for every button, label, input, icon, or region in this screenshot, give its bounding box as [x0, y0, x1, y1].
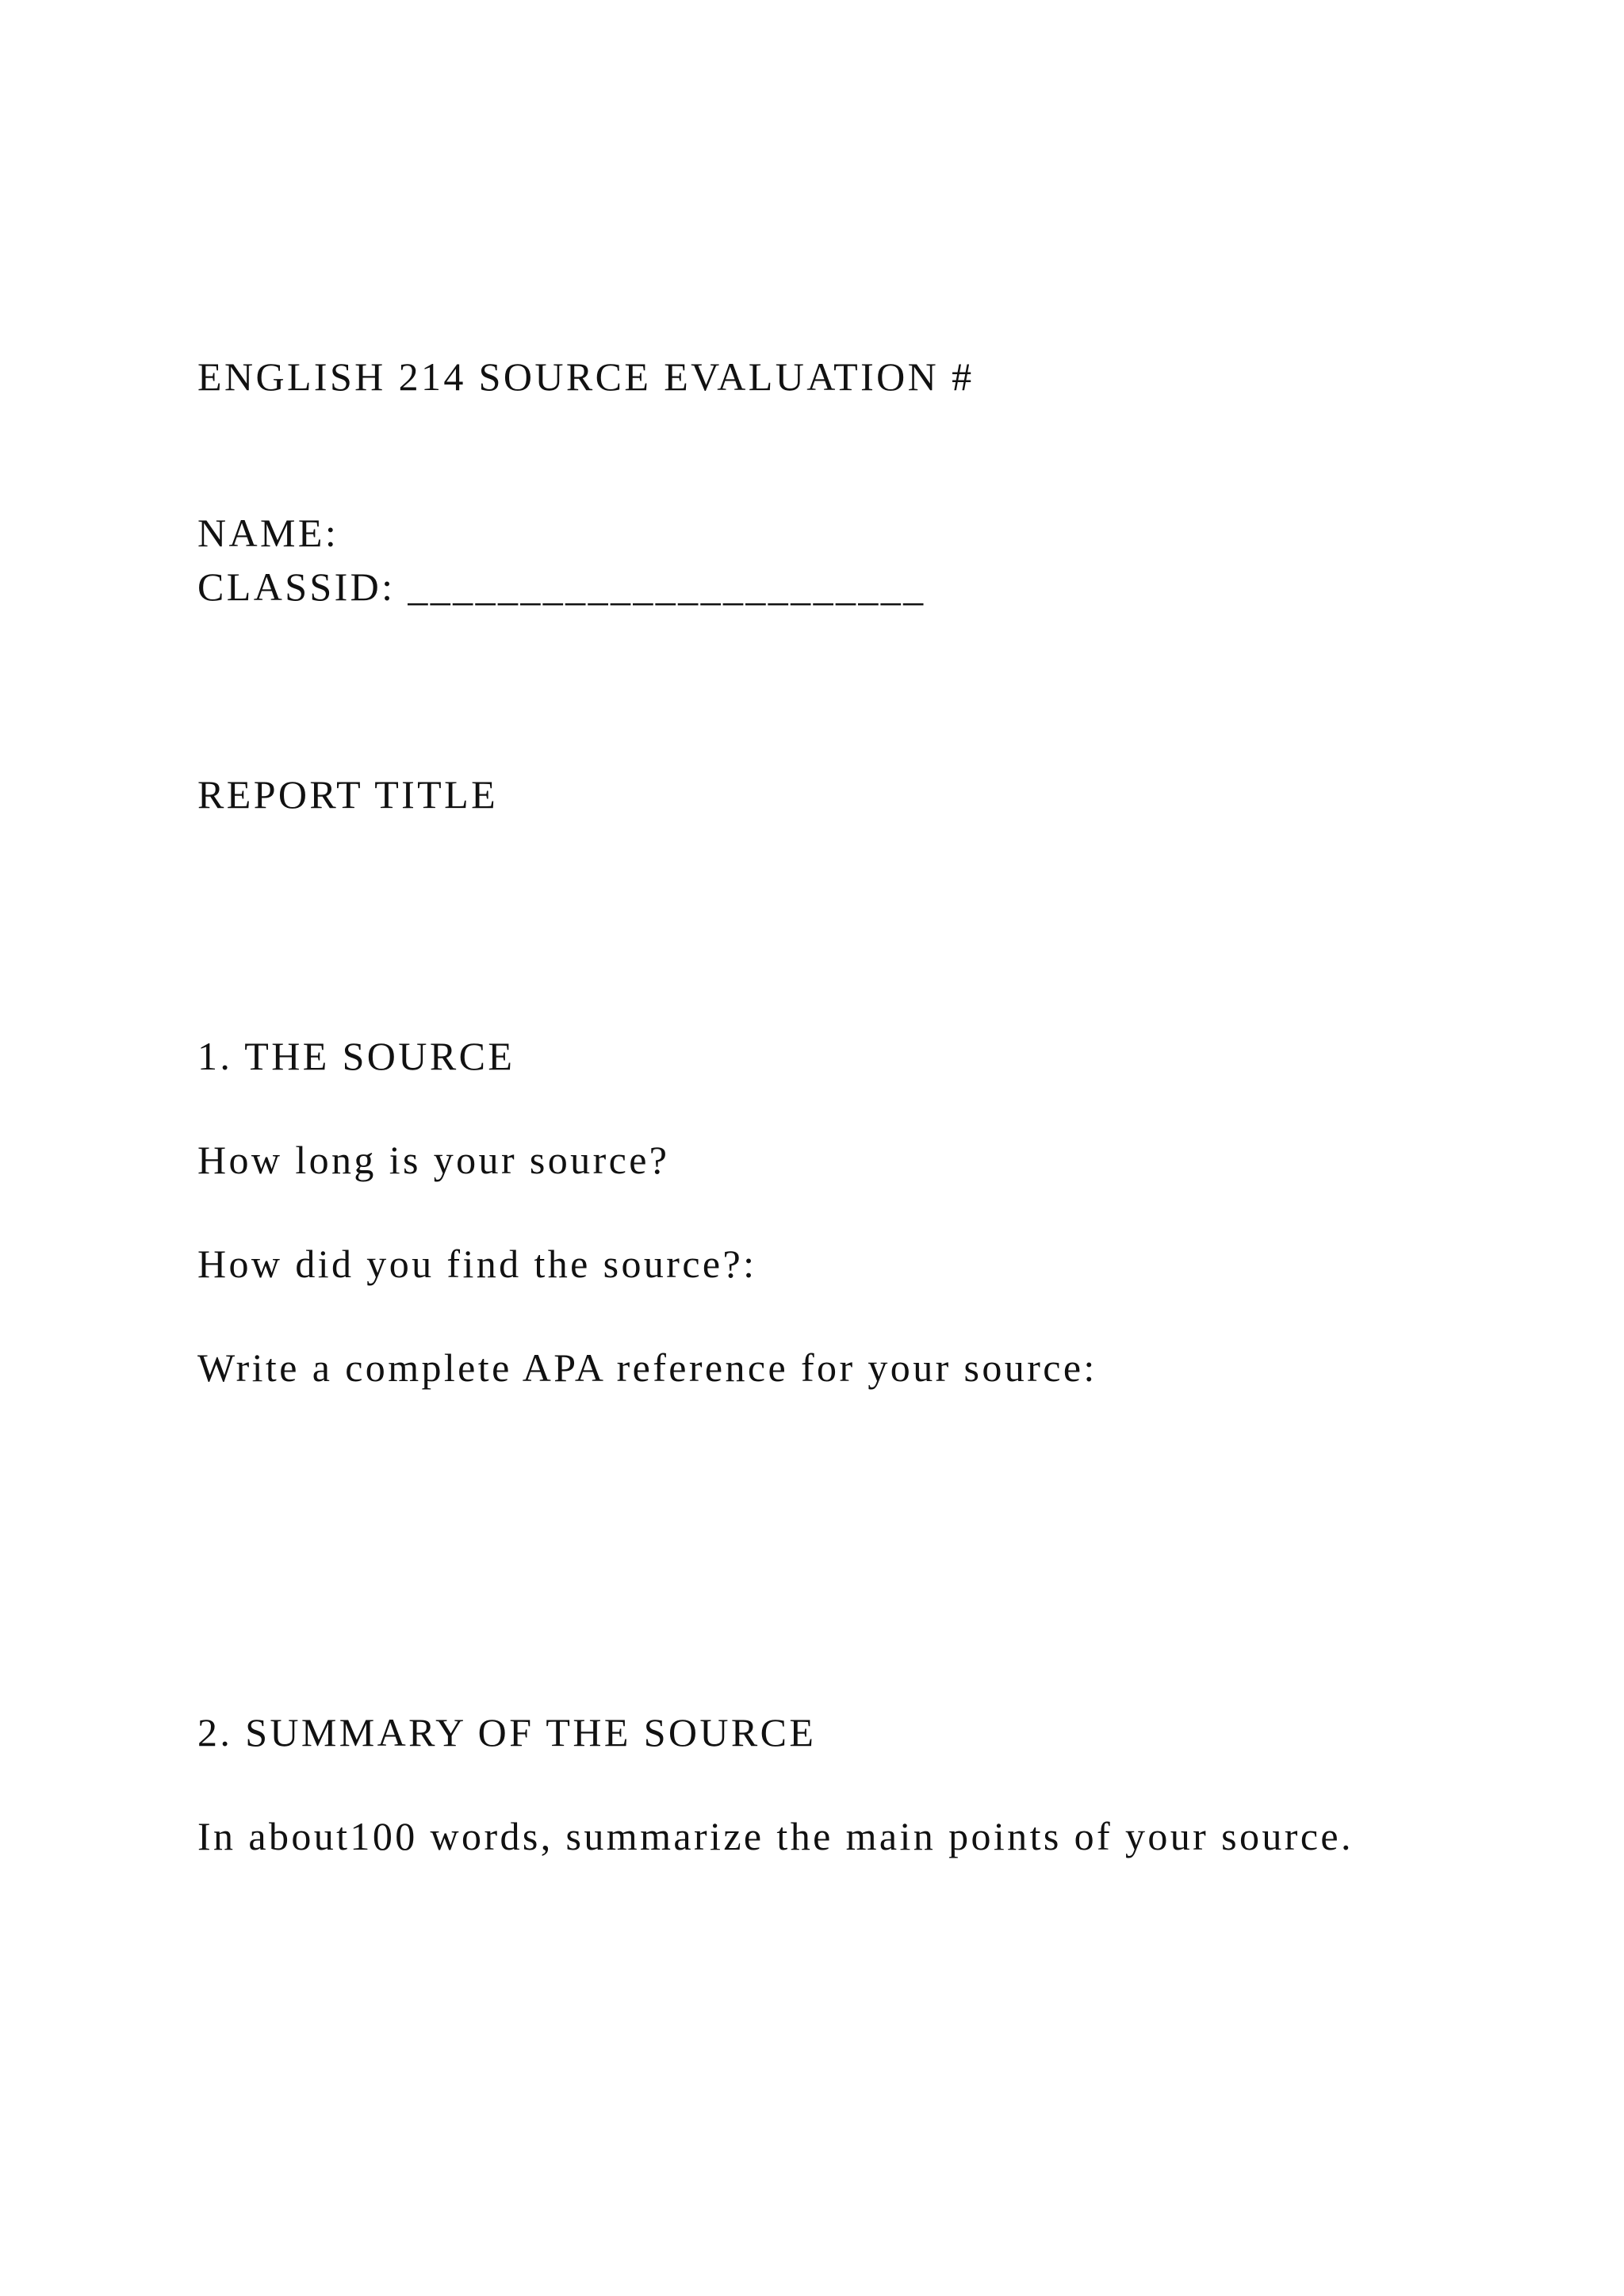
section-2-heading: 2. SUMMARY OF THE SOURCE [197, 1710, 817, 1755]
question-summary: In about100 words, summarize the main points of your source. [197, 1814, 1354, 1858]
question-source-length: How long is your source? [197, 1138, 670, 1182]
section-1-heading: 1. THE SOURCE [197, 1034, 515, 1078]
question-apa-reference: Write a complete APA reference for your source: [197, 1345, 1097, 1390]
question-source-find: How did you find the source?: [197, 1242, 757, 1286]
classid-label: CLASSID: _______________________ [197, 564, 926, 609]
name-label: NAME: [197, 511, 339, 555]
document-title: ENGLISH 214 SOURCE EVALUATION # [197, 354, 975, 399]
report-title-label: REPORT TITLE [197, 772, 499, 817]
